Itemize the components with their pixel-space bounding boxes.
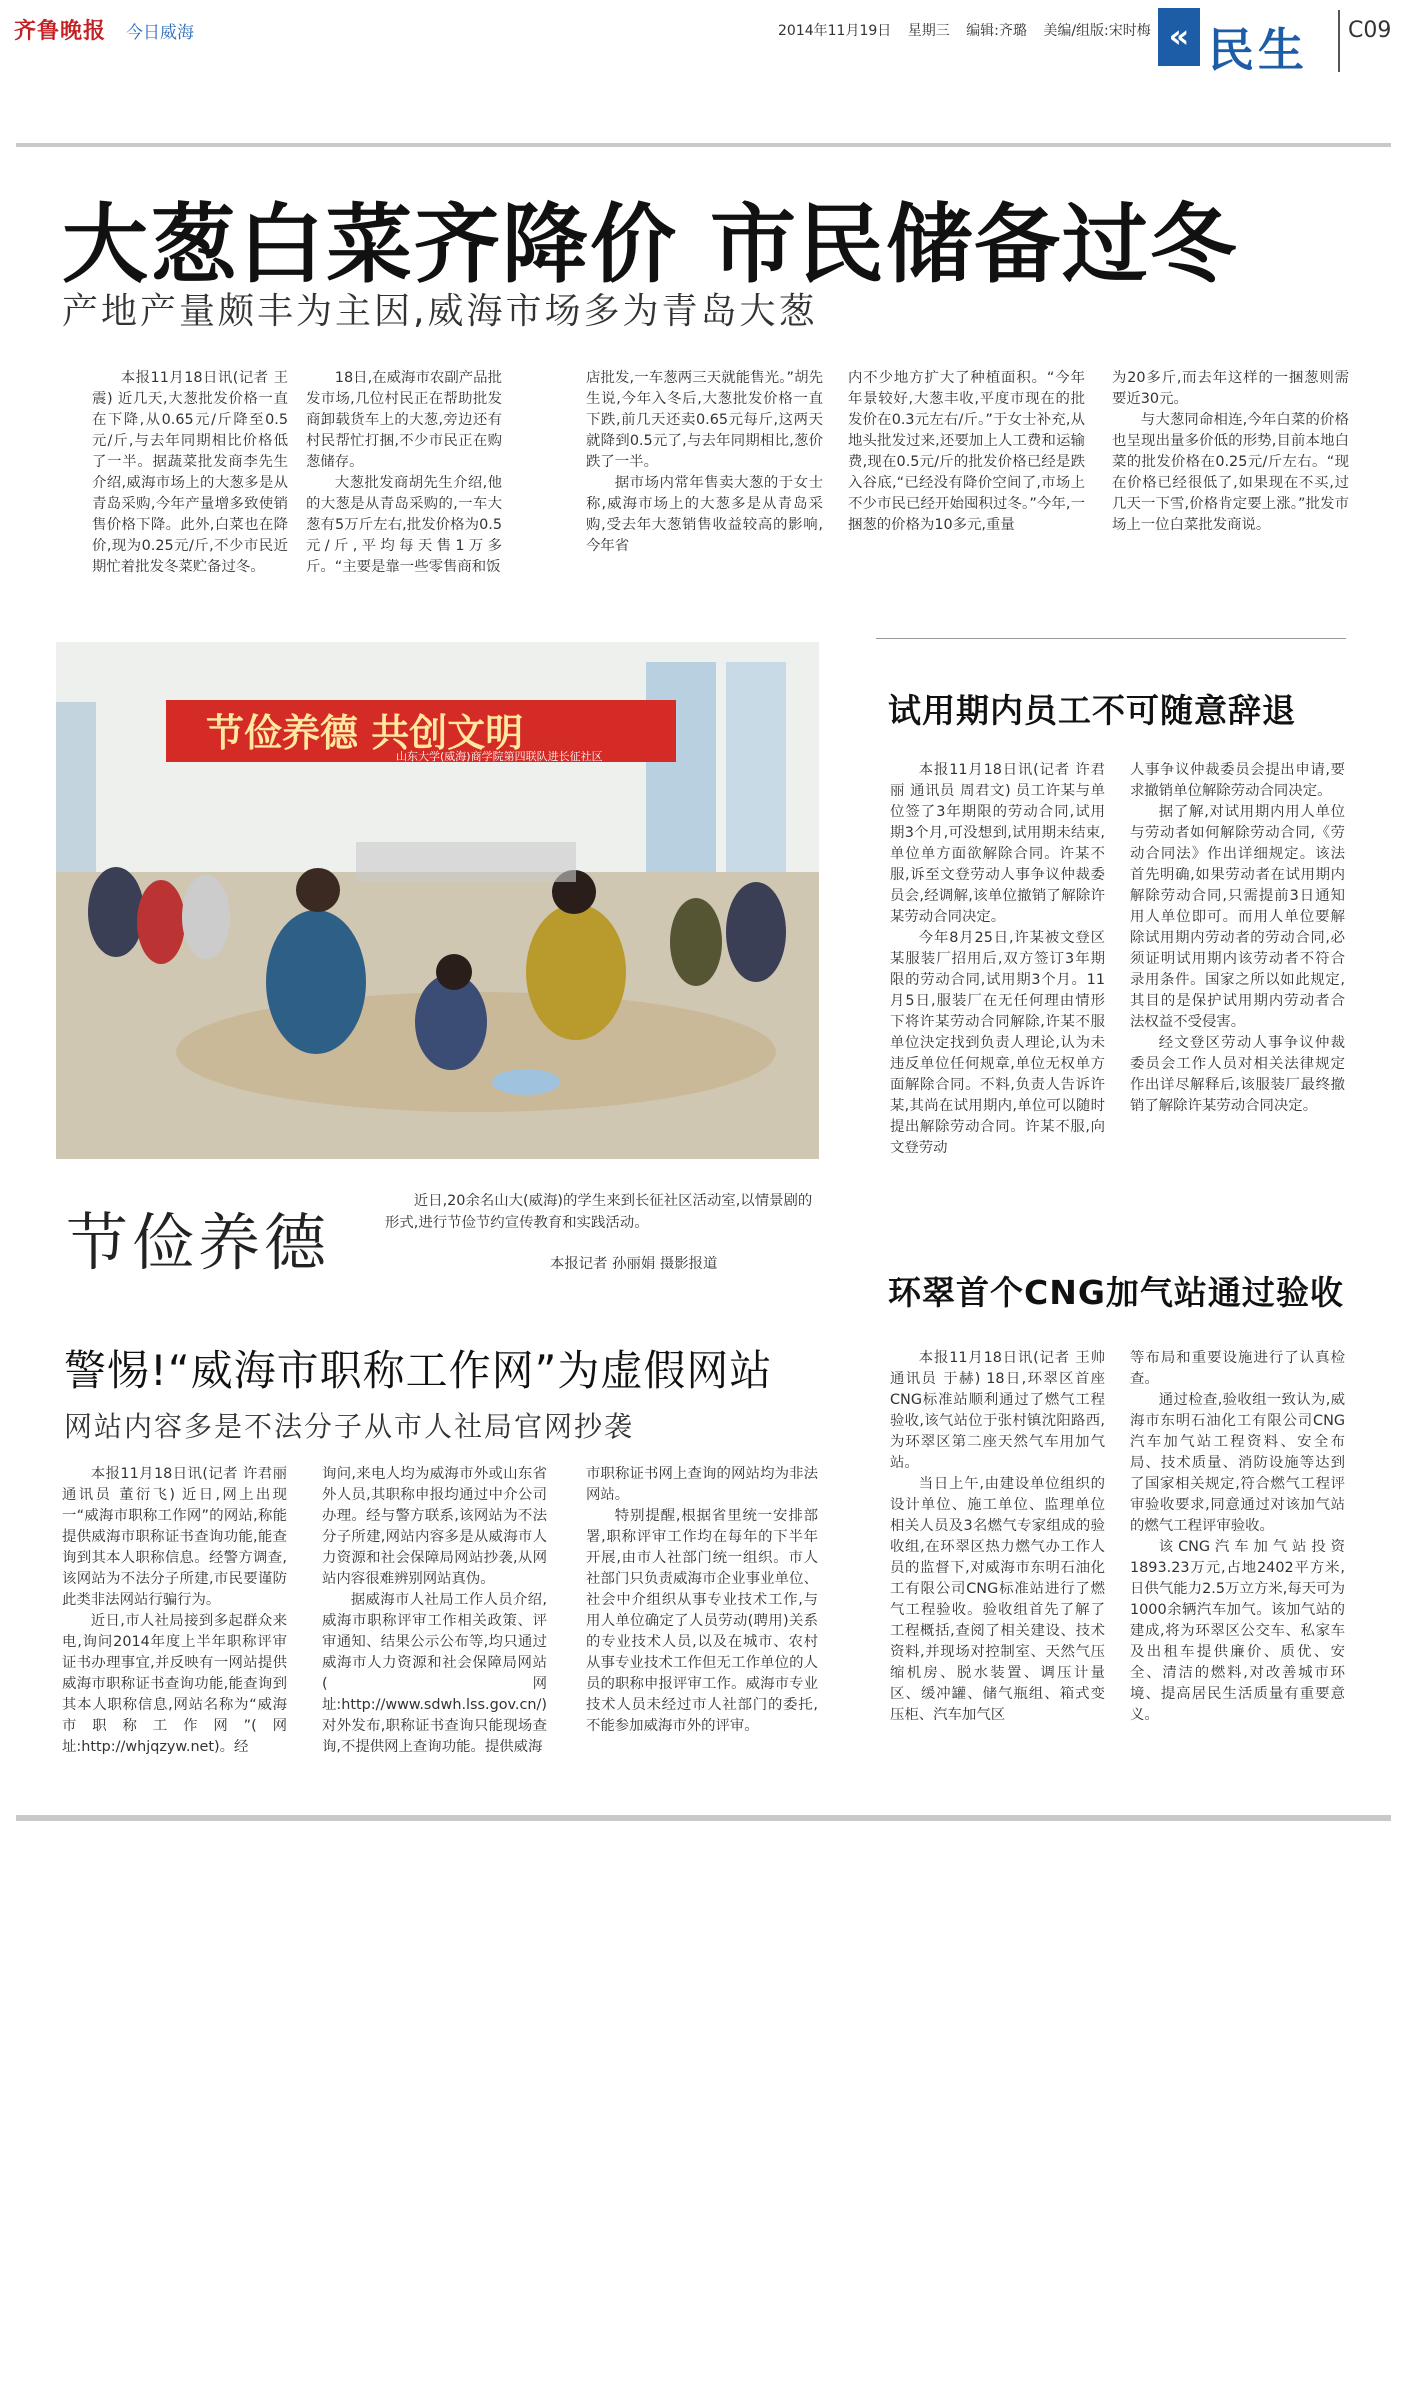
edition-name: 今日威海 bbox=[126, 23, 194, 43]
paragraph: 内不少地方扩大了种植面积。“今年年景较好,大葱丰收,平度市现在的批发价在0.3元左右/斤。”于女士补充,从地头批发过来,还要加上人工费和运输费,现在0.5元/斤的批发价格已经是跌入谷底,“已经没有降价空间了,市场上不少市民已经开始囤积过冬。”今年,一捆葱的价格为10多元,重量 bbox=[848, 370, 1085, 533]
page-number: C09 bbox=[1348, 18, 1392, 43]
issue-weekday: 星期三 bbox=[907, 23, 950, 39]
photo-caption: 近日,20余名山大(威海)的学生来到长征社区活动室,以情景剧的形式,进行节俭节约宣传教育和实践活动。 bbox=[385, 1193, 813, 1231]
probation-column-2 bbox=[1130, 760, 1345, 1117]
paragraph: 当日上午,由建设单位组织的设计单位、施工单位、监理单位相关人员及3名燃气专家组成的验收组,在环翠区热力燃气办工作人员的监督下,对威海市东明石油化工有限公司CNG标准站进行了燃气工程验收。验收组首先了解了工程概括,查阅了相关建设、技术资料,并现场对控制室、天然气压缩机房、脱水装置、调压计量区、缓冲罐、储气瓶组、箱式变压柜、汽车加气区 bbox=[890, 1476, 1105, 1723]
newspaper-logo: 齐鲁晚报 bbox=[14, 18, 107, 44]
lead-column-5 bbox=[1112, 368, 1349, 536]
paragraph: 通过检查,验收组一致认为,威海市东明石油化工有限公司CNG汽车加气站工程资料、安全布局、技术质量、消防设施等达到了国家相关规定,符合燃气工程评审验收要求,同意通过对该加气站的燃气工程评审验收。 bbox=[1130, 1392, 1345, 1534]
masthead-divider bbox=[1338, 10, 1340, 72]
probation-column-1 bbox=[890, 760, 1105, 1159]
editor-credit: 编辑:齐璐 bbox=[966, 23, 1027, 39]
paragraph: 据威海市人社局工作人员介绍,威海市职称评审工作相关政策、评审通知、结果公示公布等,均只通过威海市人力资源和社会保障局网站(网址:http://www.sdwh.lss.gov.cn/)对外发布,职称证书查询只能现场查询,不提供网上查询功能。提供威海 bbox=[322, 1592, 547, 1755]
section-arrow-icon: « bbox=[1158, 8, 1200, 66]
paragraph: 本报11月18日讯(记者 许君丽 通讯员 董衍飞) 近日,网上出现一“威海市职称工作网”的网站,称能提供威海市职称证书查询功能,能查询到其本人职称信息。经警方调查,该网站为不法分子所建,市民要谨防此类非法网站行骗行为。 bbox=[62, 1466, 287, 1608]
cng-headline: 环翠首个CNG加气站通过验收 bbox=[888, 1273, 1344, 1312]
fake-site-subtitle: 网站内容多是不法分子从市人社局官网抄袭 bbox=[64, 1410, 635, 1443]
paragraph: 18日,在威海市农副产品批发市场,几位村民正在帮助批发商卸载货车上的大葱,旁边还有村民帮忙打捆,不少市民正在购葱储存。 bbox=[306, 370, 502, 470]
issue-date: 2014年11月19日 bbox=[778, 23, 892, 39]
fake-site-column-1 bbox=[62, 1464, 287, 1758]
paragraph: 市职称证书网上查询的网站均为非法网站。 bbox=[586, 1466, 818, 1503]
section-name: 民生 bbox=[1208, 23, 1308, 77]
fake-site-headline: 警惕!“威海市职称工作网”为虚假网站 bbox=[64, 1346, 773, 1395]
paragraph: 今年8月25日,许某被文登区某服装厂招用后,双方签订3年期限的劳动合同,试用期3个月。11月5日,服装厂在无任何理由情形下将许某劳动合同解除,许某不服单位決定找到负责人理论,认为未违反单位任何规章,单位无权单方面解除合同。不料,负责人告诉许某,其尚在试用期内,单位可以随时提出解除劳动合同。许某不服,向文登劳动 bbox=[890, 930, 1105, 1156]
paragraph: 近日,市人社局接到多起群众来电,询问2014年度上半年职称评审证书办理事宜,并反映有一网站提供威海市职称证书查询功能,能查询到其本人职称信息,网站名称为“威海市职称工作网”(网址:http://whjqzyw.net)。经 bbox=[62, 1613, 287, 1755]
paragraph: 等布局和重要设施进行了认真检查。 bbox=[1130, 1350, 1345, 1387]
paragraph: 店批发,一车葱两三天就能售光。”胡先生说,今年入冬后,大葱批发价格一直下跌,前几天还卖0.65元每斤,这两天就降到0.5元了,与去年同期相比,葱价跌了一半。 bbox=[586, 370, 823, 470]
bottom-rule bbox=[16, 1815, 1391, 1821]
photo-banner-subtitle: 山东大学(威海)商学院第四联队进长征社区 bbox=[396, 750, 603, 763]
paragraph: 询问,来电人均为威海市外或山东省外人员,其职称申报均通过中介公司办理。经与警方联系,该网站为不法分子所建,网站内容多是从威海市人力资源和社会保障局网站抄袭,从网站内容很难辨别网站真伪。 bbox=[322, 1466, 547, 1587]
paragraph: 特别提醒,根据省里统一安排部署,职称评审工作均在每年的下半年开展,由市人社部门统一组织。市人社部门只负责威海市企业事业单位、社会中介组织从事专业技术工作,与用人单位确定了人员劳动(聘用)关系的专业技术人员,以及在城市、农村从事专业技术工作但无工作单位的人员的职称申报评审工作。威海市专业技术人员未经过市人社部门的委托,不能参加威海市外的评审。 bbox=[586, 1508, 818, 1734]
art-editor-credit: 美编/组版:宋时梅 bbox=[1043, 23, 1151, 39]
probation-headline: 试用期内员工不可随意辞退 bbox=[888, 691, 1296, 730]
news-photo bbox=[56, 642, 819, 1159]
top-rule bbox=[16, 143, 1391, 147]
lead-column-1 bbox=[92, 368, 288, 578]
issue-meta bbox=[778, 20, 1163, 40]
fake-site-column-2 bbox=[322, 1464, 547, 1758]
paragraph: 经文登区劳动人事争议仲裁委员会工作人员对相关法律规定作出详尽解释后,该服装厂最终撤销了解除许某劳动合同决定。 bbox=[1130, 1035, 1345, 1114]
lead-column-4 bbox=[848, 368, 1085, 536]
paragraph: 人事争议仲裁委员会提出申请,要求撤销单位解除劳动合同决定。 bbox=[1130, 762, 1345, 799]
paragraph: 据市场内常年售卖大葱的于女士称,威海市场上的大葱多是从青岛采购,受去年大葱销售收益较高的影响,今年省 bbox=[586, 475, 823, 554]
section-rule bbox=[876, 638, 1346, 639]
photo-scene bbox=[56, 642, 819, 1159]
lead-headline: 大葱白菜齐降价 市民储备过冬 bbox=[62, 195, 1238, 295]
paragraph: 本报11月18日讯(记者 许君丽 通讯员 周君文) 员工许某与单位签了3年期限的劳动合同,试用期3个月,可没想到,试用期未结束,单位单方面欲解除合同。许某不服,诉至文登劳动人事争议仲裁委员会,经调解,该单位撤销了解除许某劳动合同决定。 bbox=[890, 762, 1105, 925]
lead-subhead: 产地产量颇丰为主因,威海市场多为青岛大葱 bbox=[62, 291, 818, 332]
paragraph: 大葱批发商胡先生介绍,他的大葱是从青岛采购的,一车大葱有5万斤左右,批发价格为0.5元/斤,平均每天售1万多斤。“主要是靠一些零售商和饭 bbox=[306, 475, 502, 575]
paragraph: 与大葱同命相连,今年白菜的价格也呈现出量多价低的形势,目前本地白菜的批发价格在0.25元/斤左右。“现在价格已经很低了,如果现在不买,过几天一下雪,价格肯定要上涨。”批发市场上一位白菜批发商说。 bbox=[1112, 412, 1349, 533]
cng-column-2 bbox=[1130, 1348, 1345, 1726]
lead-column-2 bbox=[306, 368, 502, 578]
paragraph: 据了解,对试用期内用人单位与劳动者如何解除劳动合同,《劳动合同法》作出详细规定。该法首先明确,如果劳动者在试用期内解除劳动合同,只需提前3日通知用人单位即可。而用人单位要解除试用期内劳动者的劳动合同,必须证明试用期内该劳动者不符合录用条件。国家之所以如此规定,其目的是保护试用期内劳动者合法权益不受侵害。 bbox=[1130, 804, 1345, 1030]
photo-title: 节俭养德 bbox=[66, 1206, 331, 1279]
fake-site-column-3 bbox=[586, 1464, 818, 1737]
cng-column-1 bbox=[890, 1348, 1105, 1726]
paragraph: 本报11月18日讯(记者 王帅 通讯员 于赫) 18日,环翠区首座CNG标准站顺利通过了燃气工程验收,该气站位于张村镇沈阳路西,为环翠区第二座天然气车用加气站。 bbox=[890, 1350, 1105, 1471]
photo-credit: 本报记者 孙丽娟 摄影报道 bbox=[550, 1256, 718, 1272]
photo-banner: 节俭养德 共创文明 bbox=[206, 711, 524, 755]
paragraph: 为20多斤,而去年这样的一捆葱则需要近30元。 bbox=[1112, 370, 1349, 407]
lead-column-3 bbox=[586, 368, 823, 557]
paragraph: 本报11月18日讯(记者 王震) 近几天,大葱批发价格一直在下降,从0.65元/斤降至0.5元/斤,与去年同期相比价格低了一半。据蔬菜批发商李先生介绍,威海市场上的大葱多是从青岛采购,今年产量增多致使销售价格下降。此外,白菜也在降价,现为0.25元/斤,不少市民近期忙着批发冬菜贮备过冬。 bbox=[92, 370, 288, 575]
paragraph: 该CNG汽车加气站投资1893.23万元,占地2402平方米,日供气能力2.5万立方米,每天可为1000余辆汽车加气。该加气站的建成,将为环翠区公交车、私家车及出租车提供廉价、质优、安全、清洁的燃料,对改善城市环境、提高居民生活质量有重要意义。 bbox=[1130, 1539, 1345, 1723]
